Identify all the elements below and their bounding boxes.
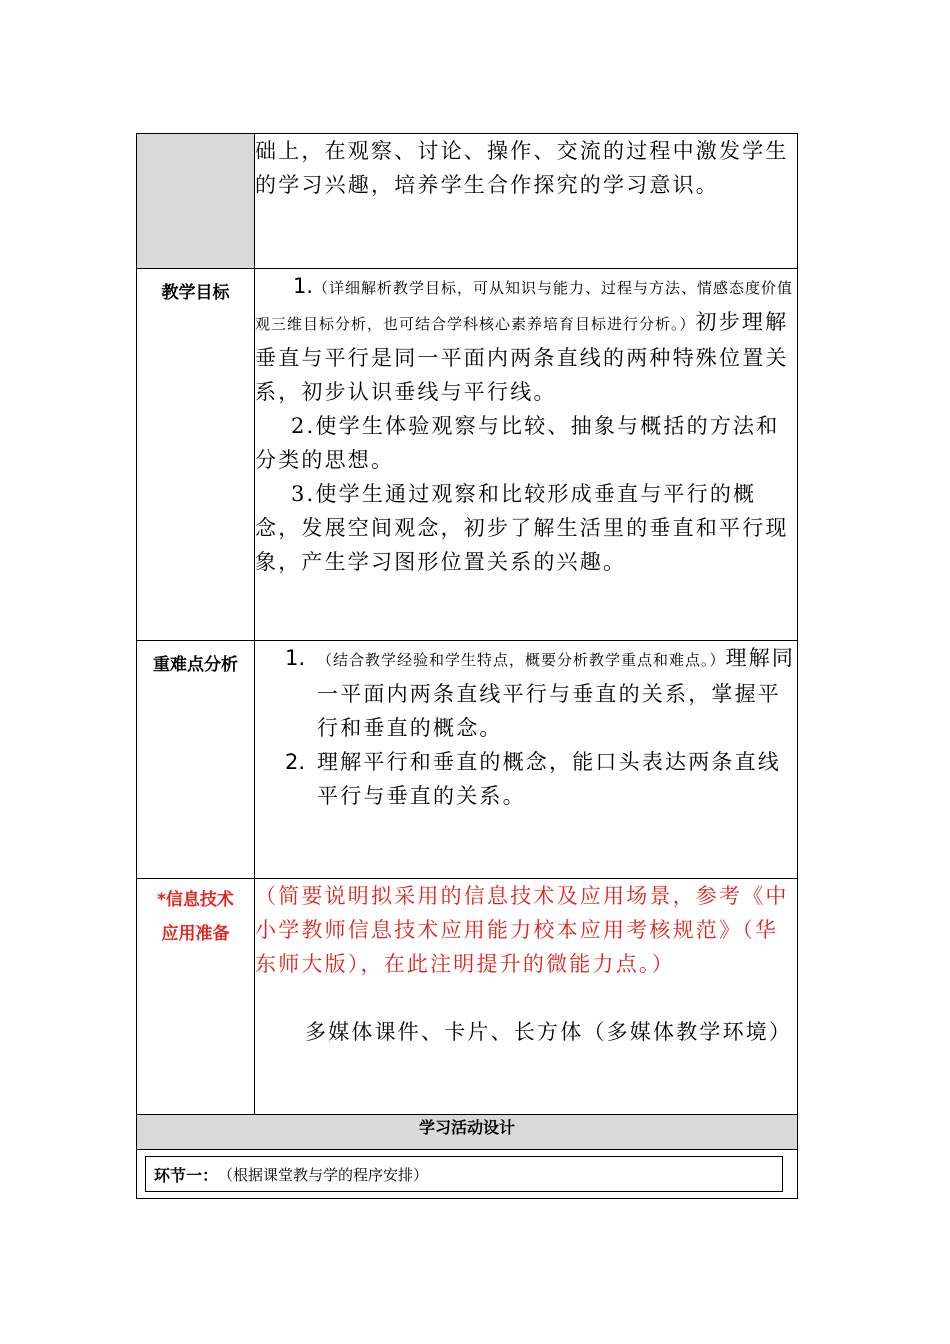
objective-item-1	[255, 269, 797, 409]
key-point-item-2	[255, 745, 797, 813]
key-point-item-1-body	[317, 641, 797, 745]
lesson-plan-table	[136, 133, 798, 1199]
activity-heading-cell	[137, 1115, 798, 1150]
objectives-label-cell	[137, 269, 255, 641]
continuation-content-cell	[255, 134, 798, 269]
it-prep-label-line1: *信息技术	[157, 890, 234, 910]
key-point-item-1-number: 1.	[285, 646, 306, 670]
row-activity-step	[137, 1150, 798, 1199]
objective-item-2: 2.使学生体验观察与比较、抽象与概括的方法和分类的思想。	[255, 414, 780, 472]
key-point-item-1-text: 理解同一平面内两条直线平行与垂直的关系，掌握平行和垂直的概念。	[317, 646, 796, 740]
row-objectives	[137, 269, 798, 641]
key-point-item-2-number: 2.	[285, 750, 306, 774]
it-prep-note: （简要说明拟采用的信息技术及应用场景，参考《中小学教师信息技术应用能力校本应用考核规范》（华东师大版），在此注明提升的微能力点。）	[255, 884, 789, 976]
objectives-label: 教学目标	[161, 283, 230, 303]
activity-step-note: （根据课堂教与学的程序安排）	[218, 1165, 429, 1184]
it-prep-label-cell	[137, 879, 255, 1115]
continuation-label-cell	[137, 134, 255, 269]
objective-item-1-number: 1.	[293, 274, 314, 298]
row-it-prep	[137, 879, 798, 1115]
key-points-content-cell	[255, 641, 798, 879]
activity-step-label: 环节一：	[154, 1165, 219, 1185]
key-point-item-1-note: （结合教学经验和学生特点，概要分析教学重点和难点。）	[317, 651, 726, 669]
key-point-item-2-text: 理解平行和垂直的概念，能口头表达两条直线平行与垂直的关系。	[317, 750, 781, 808]
objective-item-1-text: 初步理解垂直与平行是同一平面内两条直线的两种特殊位置关系，初步认识垂线与平行线。	[255, 310, 789, 404]
key-points-label: 重难点分析	[153, 655, 238, 675]
it-prep-text: 多媒体课件、卡片、长方体（多媒体教学环境）	[305, 1020, 793, 1044]
row-activity-heading	[137, 1115, 798, 1150]
key-point-item-1	[255, 641, 797, 745]
activity-heading: 学习活动设计	[418, 1118, 515, 1137]
objective-item-1-note: （详细解析教学目标，可从知识与能力、过程与方法、情感态度价值观三维目标分析，也可结合学科核心素养培育目标进行分析。）	[255, 279, 794, 333]
activity-step-box	[145, 1156, 783, 1192]
it-prep-label-line2: 应用准备	[161, 924, 230, 944]
key-points-label-cell	[137, 641, 255, 879]
objective-item-3: 3.使学生通过观察和比较形成垂直与平行的概念，发展空间观念，初步了解生活里的垂直和平行现象，产生学习图形位置关系的兴趣。	[255, 482, 789, 574]
row-continuation	[137, 134, 798, 269]
objectives-content-cell	[255, 269, 798, 641]
it-prep-content-cell	[255, 879, 798, 1115]
activity-step-cell	[137, 1150, 798, 1199]
row-key-points	[137, 641, 798, 879]
it-prep-label	[137, 879, 254, 951]
continuation-text: 础上，在观察、讨论、操作、交流的过程中激发学生的学习兴趣，培养学生合作探究的学习意识。	[255, 139, 789, 197]
